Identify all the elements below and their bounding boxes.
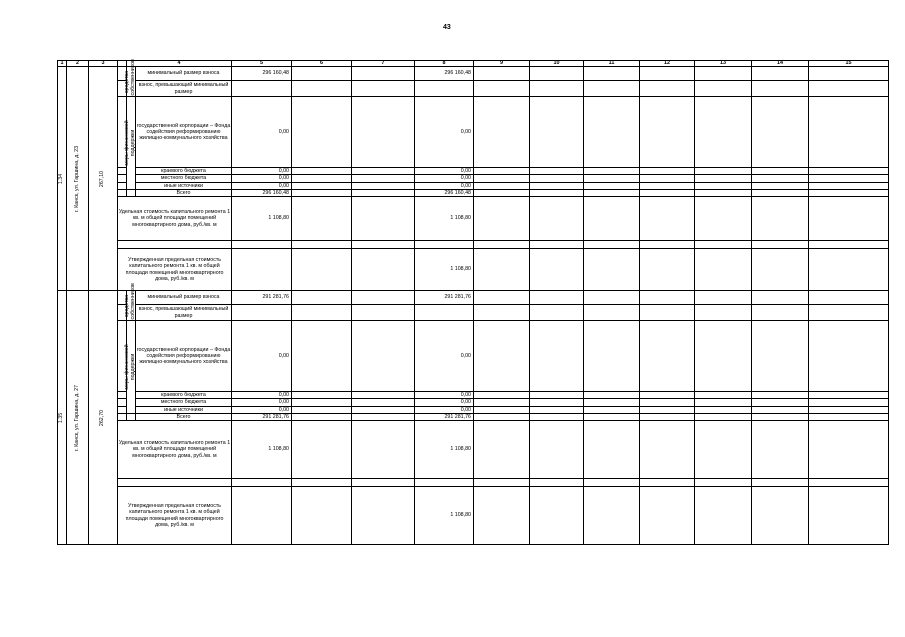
cell-value: 1 108,80 <box>415 249 474 291</box>
table-row <box>58 67 889 81</box>
house-address: г. Канск, ул. Гаршина, д. 23 <box>67 67 89 291</box>
column-header: 14 <box>752 61 809 67</box>
cell-value: 1 108,80 <box>415 487 474 545</box>
cell-value: 0,00 <box>232 182 292 189</box>
table-row <box>58 399 889 406</box>
cell-value: 291 281,76 <box>232 291 292 305</box>
row-label: взнос, превышающий минимальный размер <box>136 81 232 97</box>
cell-value: 291 281,76 <box>232 413 292 420</box>
item-number: 1.35 <box>58 291 67 545</box>
column-header: 8 <box>415 61 474 67</box>
cell-value: 0,00 <box>415 321 474 392</box>
row-label: краевого бюджета <box>136 392 232 399</box>
row-label: минимальный размер взноса <box>136 291 232 305</box>
column-header: 7 <box>352 61 415 67</box>
house-address: г. Канск, ул. Гаршина, д. 27 <box>67 291 89 545</box>
row-label: минимальный размер взноса <box>136 67 232 81</box>
table-row <box>58 182 889 189</box>
table-row <box>58 81 889 97</box>
column-header: 10 <box>530 61 584 67</box>
cell-value: 0,00 <box>415 175 474 182</box>
column-header: 1 <box>58 61 67 67</box>
row-label: краевого бюджета <box>136 168 232 175</box>
column-header: 5 <box>232 61 292 67</box>
row-label: Утвержденная предельная стоимость капитального ремонта 1 кв. м общей площади помещений многоквартирного дома, руб./кв. м <box>118 487 232 545</box>
row-label: иные источники <box>136 406 232 413</box>
cell-value: 1 108,80 <box>415 421 474 479</box>
table-row <box>58 249 889 291</box>
own-funds-label: средства собственников <box>124 58 136 95</box>
table-row <box>58 168 889 175</box>
support-measures-label: меры финансовой поддержки <box>127 321 136 414</box>
cell-value: 0,00 <box>415 406 474 413</box>
table-row <box>58 392 889 399</box>
total-row <box>58 413 889 420</box>
column-header: 15 <box>809 61 889 67</box>
table-row <box>58 97 889 168</box>
column-header: 11 <box>584 61 640 67</box>
table-row <box>58 321 889 392</box>
cell-value: 291 281,76 <box>415 291 474 305</box>
table-row <box>58 305 889 321</box>
column-header: 4 <box>127 61 232 67</box>
cell-value: 0,00 <box>415 182 474 189</box>
row-label: государственной корпорации – Фонда содействия реформированию жилищно-коммунального хозяйства <box>136 97 232 168</box>
column-header: 9 <box>474 61 530 67</box>
support-measures-label: меры финансовой поддержки <box>127 97 136 190</box>
column-header: 6 <box>292 61 352 67</box>
cell-value: 1 108,80 <box>232 421 292 479</box>
table-row <box>58 241 889 249</box>
table-row <box>58 487 889 545</box>
cell-value: 296 160,48 <box>232 189 292 196</box>
own-funds-label: средства собственников <box>124 282 136 319</box>
cell-value: 0,00 <box>232 399 292 406</box>
row-label: местного бюджета <box>136 399 232 406</box>
table-row <box>58 197 889 241</box>
table-row <box>58 175 889 182</box>
house-area: 262,70 <box>89 291 118 545</box>
row-label: Удельная стоимость капитального ремонта 1 кв. м общей площади помещений многоквартирного дома, руб./кв. м <box>118 421 232 479</box>
cell-value: 0,00 <box>232 175 292 182</box>
row-label: местного бюджета <box>136 175 232 182</box>
cell-value: 0,00 <box>415 392 474 399</box>
column-header: 12 <box>640 61 695 67</box>
row-label: Утвержденная предельная стоимость капитального ремонта 1 кв. м общей площади помещений многоквартирного дома, руб./кв. м <box>118 249 232 291</box>
cell-value: 1 108,80 <box>232 197 292 241</box>
row-label: Всего <box>136 189 232 196</box>
table-row <box>58 479 889 487</box>
cell-value: 0,00 <box>415 399 474 406</box>
cell-value: 0,00 <box>232 321 292 392</box>
cell-value: 0,00 <box>415 168 474 175</box>
house-area: 267,10 <box>89 67 118 291</box>
row-label: Всего <box>136 413 232 420</box>
cell-value: 291 281,76 <box>415 413 474 420</box>
item-number: 1.34 <box>58 67 67 291</box>
cell-value: 296 160,48 <box>415 189 474 196</box>
total-row <box>58 189 889 196</box>
row-label: государственной корпорации – Фонда содействия реформированию жилищно-коммунального хозяйства <box>136 321 232 392</box>
cell-value: 0,00 <box>232 392 292 399</box>
cell-value: 0,00 <box>415 97 474 168</box>
table-row <box>58 291 889 305</box>
column-header: 3 <box>89 61 118 67</box>
table-row <box>58 421 889 479</box>
row-label: Удельная стоимость капитального ремонта 1 кв. м общей площади помещений многоквартирного дома, руб./кв. м <box>118 197 232 241</box>
column-header: 2 <box>67 61 89 67</box>
table-row <box>58 406 889 413</box>
cell-value: 1 108,80 <box>415 197 474 241</box>
cell-value: 0,00 <box>232 168 292 175</box>
page-number: 43 <box>443 24 451 31</box>
cell-value: 296 160,48 <box>415 67 474 81</box>
cell-value: 0,00 <box>232 406 292 413</box>
repair-cost-table <box>57 60 889 545</box>
row-label: иные источники <box>136 182 232 189</box>
row-label: взнос, превышающий минимальный размер <box>136 305 232 321</box>
cell-value: 296 160,48 <box>232 67 292 81</box>
column-header: 13 <box>695 61 752 67</box>
cell-value: 0,00 <box>232 97 292 168</box>
